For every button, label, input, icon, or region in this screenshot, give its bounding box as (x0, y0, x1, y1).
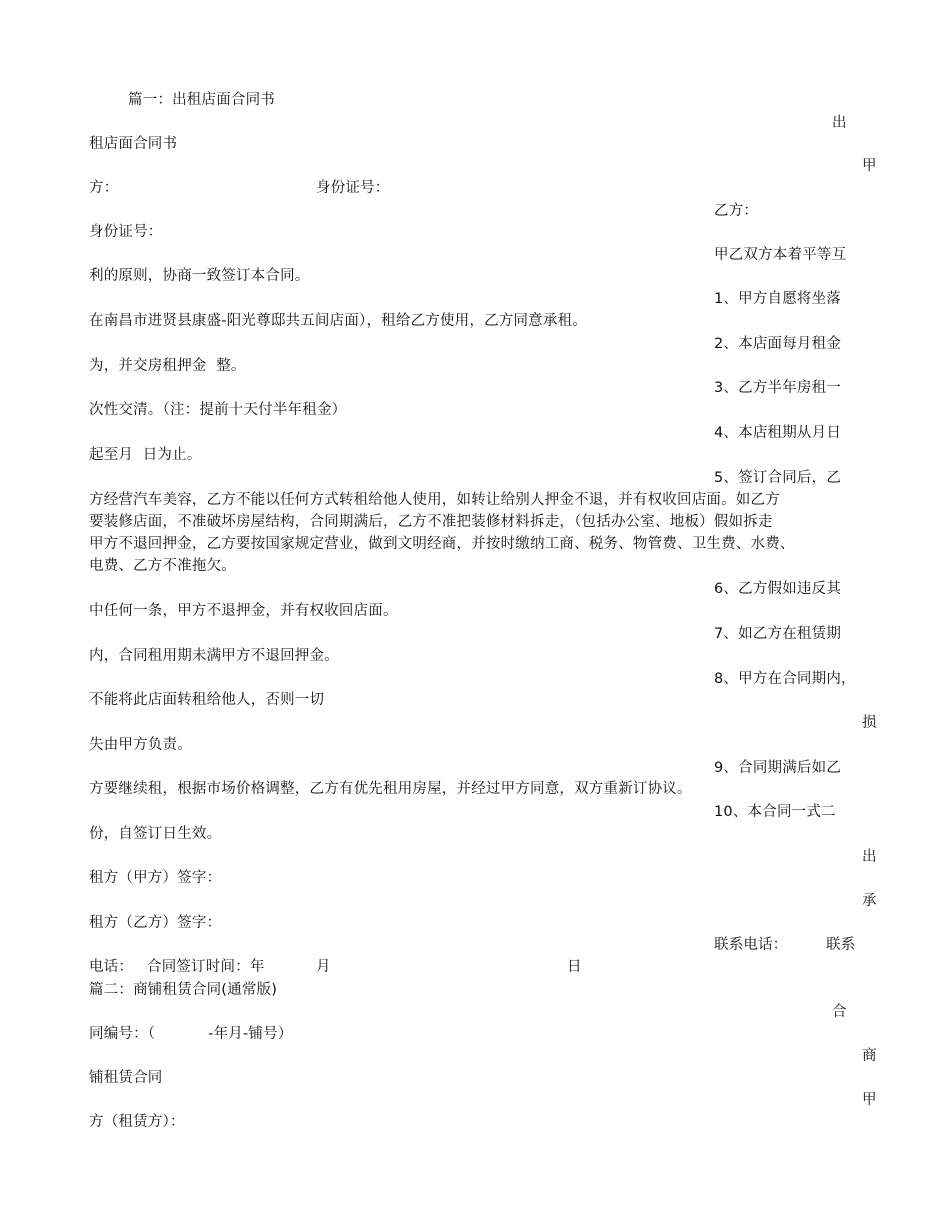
clause-2-start: 2、本店面每月租金 (714, 336, 842, 352)
text-line: 铺租赁合同 (89, 1070, 163, 1086)
clause-6-start: 6、乙方假如违反其 (714, 581, 842, 597)
contact-phone-label: 联系电话： (714, 937, 788, 953)
text-fragment: 甲 (862, 158, 877, 174)
text-line: 租店面合同书 (89, 136, 178, 152)
day-label: 日 (567, 959, 582, 975)
clause-10-start: 10、本合同一式二 (714, 804, 836, 820)
text-line: 电费、乙方不准拖欠。 (89, 558, 236, 574)
text-line: 要装修店面，不准破坏房屋结构，合同期满后，乙方不准把装修材料拆走，（包括办公室、地板）假如拆走 (89, 514, 773, 530)
text-line: 甲方不退回押金，乙方要按国家规定营业，做到文明经商，并按时缴纳工商、税务、物管费、卫生费、水费、 (89, 536, 795, 552)
text-line: 为，并交房租押金 整。 (89, 358, 246, 374)
text-fragment: 出 (832, 115, 847, 131)
text-fragment: 商 (862, 1048, 877, 1064)
signing-date-label: 合同签订时间：年 (147, 959, 265, 975)
party-b-label: 乙方： (714, 203, 759, 219)
text-line: 次性交清。（注：提前十天付半年租金） (89, 402, 347, 418)
contract-number-label: 同编号：（ -年月-铺号） (89, 1026, 293, 1042)
clause-7-start: 7、如乙方在租赁期 (714, 626, 842, 642)
text-fragment: 甲乙双方本着平等互 (714, 247, 847, 263)
text-line: 起至月 日为止。 (89, 447, 202, 463)
lessor-signature-label: 租方（甲方）签字： (89, 870, 222, 886)
phone-label: 电话： (89, 959, 134, 975)
text-fragment: 出 (862, 849, 877, 865)
text-fragment: 合 (832, 1004, 847, 1020)
clause-3-start: 3、乙方半年房租一 (714, 380, 842, 396)
section-title-1: 篇一：出租店面合同书 (128, 92, 275, 108)
section-title-2: 篇二：商铺租赁合同(通常版) (89, 982, 278, 998)
text-fragment: 联系 (826, 937, 856, 953)
text-line: 利的原则，协商一致签订本合同。 (89, 268, 310, 284)
clause-4-start: 4、本店租期从月日 (714, 425, 842, 441)
text-fragment: 承 (862, 893, 877, 909)
clause-5-start: 5、签订合同后，乙 (714, 470, 842, 486)
text-line: 失由甲方负责。 (89, 737, 192, 753)
text-line: 不能将此店面转租给他人，否则一切 (89, 692, 325, 708)
lessor-party-label: 方（租赁方）： (89, 1114, 185, 1130)
text-line: 在南昌市进贤县康盛-阳光尊邸共五间店面），租给乙方使用，乙方同意承租。 (89, 313, 587, 329)
month-label: 月 (316, 959, 331, 975)
text-line: 方要继续租，根据市场价格调整，乙方有优先租用房屋，并经过甲方同意，双方重新订协议。 (89, 781, 692, 797)
clause-9-start: 9、合同期满后如乙 (714, 760, 842, 776)
text-line: 中任何一条，甲方不退押金，并有权收回店面。 (89, 603, 398, 619)
lessee-signature-label: 租方（乙方）签字： (89, 915, 222, 931)
id-number-label: 身份证号： (89, 224, 163, 240)
clause-8-start: 8、甲方在合同期内， (714, 671, 856, 687)
party-a-label: 方： (89, 180, 119, 196)
text-line: 内，合同租用期未满甲方不退回押金。 (89, 648, 339, 664)
id-number-label: 身份证号： (316, 180, 390, 196)
text-line: 方经营汽车美容，乙方不能以任何方式转租给他人使用，如转让给别人押金不退，并有权收回店面。如乙方 (89, 492, 780, 508)
clause-1-start: 1、甲方自愿将坐落 (714, 291, 842, 307)
text-fragment: 损 (862, 715, 877, 731)
text-fragment: 甲 (862, 1092, 877, 1108)
text-line: 份，自签订日生效。 (89, 826, 222, 842)
